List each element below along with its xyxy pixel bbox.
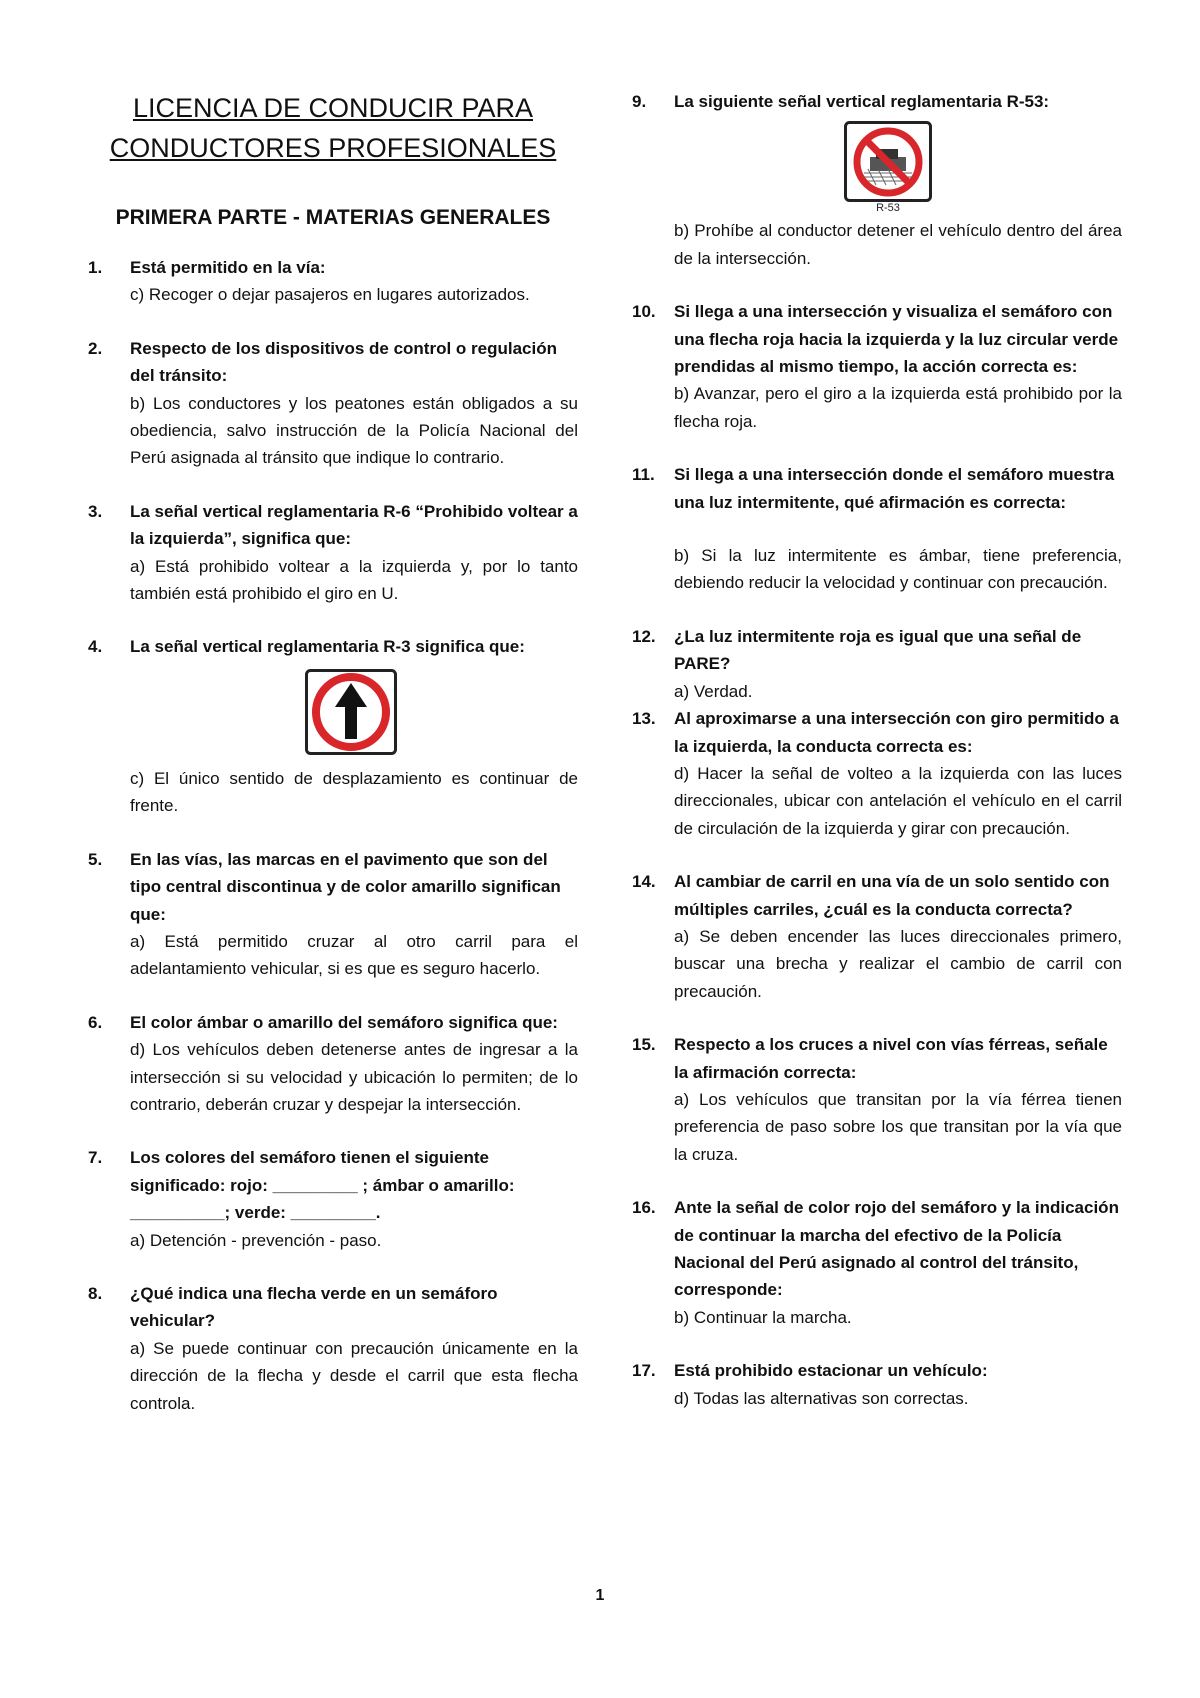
question-item-11 [632,461,1122,597]
question-number: 1. [88,258,103,277]
left-column [88,88,578,1443]
question-text: Si llega a una intersección y visualiza el semáforo con una flecha roja hacia la izquierda y la luz circular verde prendidas al mismo tiempo, la acción correcta es: [674,302,1119,377]
question-number: 8. [88,1283,103,1303]
question-number: 2. [88,338,103,358]
question-item-17 [632,1357,1122,1412]
question-item-6 [88,1009,578,1119]
answer-text: d) Todas las alternativas son correctas. [674,1388,969,1408]
answer-text: a) Está permitido cruzar al otro carril para el adelantamiento vehicular, si es que es seguro hacerlo. [130,931,578,979]
question-item-14 [632,868,1122,1005]
answer-text: b) Los conductores y los peatones están obligados a su obediencia, salvo instrucción de la Policía Nacional del Perú asignada al tránsito que indique lo contrario. [130,393,578,468]
answer-text: a) Detención - prevención - paso. [130,1230,382,1250]
answer-text: d) Los vehículos deben detenerse antes de ingresar a la intersección si su velocidad y ubicación lo permiten; de lo contrario, deberán cruzar y despejar la intersección. [130,1040,578,1114]
question-item-10 [632,298,1122,435]
question-number: 4. [88,637,103,657]
answer-text: a) Verdad. [674,681,753,701]
answer-text: b) Si la luz intermitente es ámbar, tiene preferencia, debiendo reducir la velocidad y continuar con precaución. [674,546,1122,593]
question-number: 3. [88,501,103,521]
page-number: 1 [595,1587,605,1604]
answer-text: d) Hacer la señal de volteo a la izquierda con las luces direccionales, ubicar con antelación el vehículo en el carril de circulación de la izquierda y girar con precaución. [674,763,1122,838]
spacer [674,516,1122,542]
answer-text: b) Continuar la marcha. [674,1307,852,1327]
question-item-13 [632,705,1122,842]
question-text: ¿Qué indica una flecha verde en un semáforo vehicular? [130,1283,498,1331]
question-item-5 [88,846,578,983]
question-text: Respecto de los dispositivos de control o regulación del tránsito: [130,338,557,386]
question-text: La siguiente señal vertical reglamentaria R-53: [674,92,1050,111]
answer-text: b) Avanzar, pero el giro a la izquierda está prohibido por la flecha roja. [674,384,1122,431]
question-number: 16. [632,1198,656,1218]
document-title [88,88,578,168]
answer-text: a) Se deben encender las luces direccionales primero, buscar una brecha y realizar el cambio de carril con precaución. [674,926,1122,1001]
question-number: 5. [88,849,103,869]
question-item-9 [632,88,1122,272]
question-item-3 [88,498,578,608]
question-text: El color ámbar o amarillo del semáforo significa que: [130,1012,558,1032]
section-heading: PRIMERA PARTE - MATERIAS GENERALES [115,206,551,229]
question-item-16 [632,1194,1122,1331]
question-item-7 [88,1144,578,1254]
question-item-4 [88,633,578,819]
question-text: Está prohibido estacionar un vehículo: [674,1361,988,1381]
sign-label: R-53 [876,202,900,214]
question-text: La señal vertical reglamentaria R-6 “Prohibido voltear a la izquierda”, significa que: [130,501,578,549]
answer-text: a) Está prohibido voltear a la izquierda y, por lo tanto también está prohibido el giro en U. [130,556,578,604]
question-text: Al cambiar de carril en una vía de un solo sentido con múltiples carriles, ¿cuál es la conducta correcta? [674,872,1110,919]
question-number: 9. [632,92,647,111]
question-item-8 [88,1280,578,1417]
question-number: 13. [632,709,656,729]
question-number: 12. [632,626,656,646]
title-line-2: CONDUCTORES PROFESIONALES [109,133,557,163]
question-text: ¿La luz intermitente roja es igual que una señal de PARE? [674,626,1082,674]
question-item-1 [88,254,578,309]
answer-text: c) El único sentido de desplazamiento es continuar de frente. [130,768,578,816]
question-item-15 [632,1031,1122,1168]
question-text: En las vías, las marcas en el pavimento que son del tipo central discontinua y de color amarillo significan que: [130,849,561,924]
answer-text: b) Prohíbe al conductor detener el vehículo dentro del área de la intersección. [674,221,1122,268]
no-stopping-in-intersection-sign-icon [844,121,932,213]
question-text: Si llega a una intersección donde el semáforo muestra una luz intermitente, qué afirmación es correcta: [674,465,1115,512]
question-number: 6. [88,1012,103,1032]
question-text: Está permitido en la vía: [130,258,326,277]
title-line-1: LICENCIA DE CONDUCIR PARA [132,93,534,123]
question-text: Al aproximarse a una intersección con giro permitido a la izquierda, la conducta correcta es: [674,709,1119,756]
question-text: Ante la señal de color rojo del semáforo y la indicación de continuar la marcha del efectivo de la Policía Nacional del Perú asignado al control del tránsito, corresponde: [674,1198,1119,1300]
straight-ahead-only-sign-icon [305,669,397,755]
question-number: 10. [632,302,656,322]
answer-text: a) Los vehículos que transitan por la vía férrea tienen preferencia de paso sobre los que transitan por la vía que la cruza. [674,1089,1122,1164]
question-item-2 [88,335,578,472]
question-text: La señal vertical reglamentaria R-3 significa que: [130,637,525,657]
question-number: 7. [88,1148,103,1168]
question-number: 11. [632,465,655,485]
question-item-12 [632,623,1122,705]
right-column [632,88,1122,1438]
question-number: 17. [632,1361,656,1381]
question-number: 14. [632,872,656,892]
question-text: Los colores del semáforo tienen el siguiente significado: rojo: _________ ; ámbar o amarillo: __________; verde: _________. [130,1148,515,1223]
question-text: Respecto a los cruces a nivel con vías férreas, señale la afirmación correcta: [674,1035,1108,1082]
answer-text: a) Se puede continuar con precaución únicamente en la dirección de la flecha y desde el carril que esta flecha controla. [130,1338,578,1413]
answer-text: c) Recoger o dejar pasajeros en lugares autorizados. [130,285,530,305]
question-number: 15. [632,1035,656,1055]
